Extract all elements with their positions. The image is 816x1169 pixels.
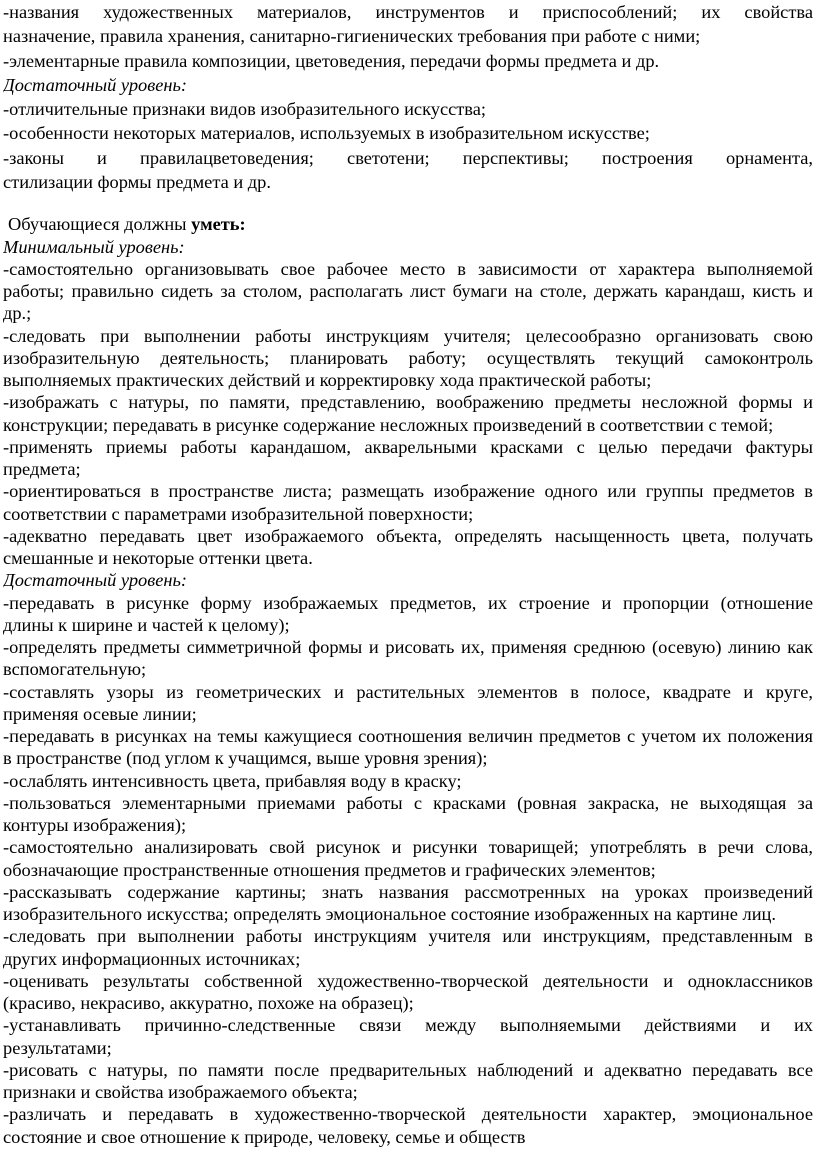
text-line: обозначающие пространственные отношения предметов и графических элементов; <box>3 859 656 880</box>
text-line: контуры изображения); <box>3 815 187 836</box>
text-line: -особенности некоторых материалов, используемых в изобразительном искусстве; <box>3 123 650 144</box>
text-line: смешанные и некоторые оттенки цвета. <box>3 548 313 569</box>
text-line: предмета; <box>3 459 81 480</box>
list-item <box>3 49 813 73</box>
text-line: назначение, правила хранения, санитарно-гигиенических требования при работе с ними; <box>3 26 701 47</box>
list-item <box>3 480 813 525</box>
skills-intro-text: Обучающиеся должны <box>8 214 192 235</box>
text-line: работы; правильно сидеть за столом, располагать лист бумаги на столе, держать карандаш, кисть и <box>3 281 813 302</box>
list-item <box>3 836 813 881</box>
text-line: соответствии с параметрами изобразительной поверхности; <box>3 503 474 524</box>
list-item <box>3 592 813 637</box>
text-line: -оценивать результаты собственной художественно-творческой деятельности и одноклассников <box>3 970 813 991</box>
text-line: изобразительную деятельность; планировать работу; осуществлять текущий самоконтроль <box>3 347 813 368</box>
list-item <box>3 881 813 926</box>
text-line: -рассказывать содержание картины; знать названия рассмотренных на уроках произведений <box>3 881 813 902</box>
text-line: -названия художественных материалов, инструментов и приспособлений; их свойства <box>3 2 813 22</box>
text-line: Достаточный уровень: <box>3 74 187 95</box>
text-line: -пользоваться элементарными приемами работы с красками (ровная закраска, не выходящая за <box>3 792 813 813</box>
text-line: (красиво, некрасиво, аккуратно, похоже на образец); <box>3 993 414 1014</box>
list-item <box>3 970 813 1015</box>
list-item <box>3 436 813 481</box>
text-line: -ослаблять интенсивность цвета, прибавляя воду в краску; <box>3 770 462 791</box>
list-item <box>3 925 813 970</box>
list-item <box>3 121 813 145</box>
skills-section <box>3 213 813 1148</box>
knowledge-section <box>3 0 813 194</box>
list-item <box>3 1103 813 1148</box>
list-item <box>3 0 813 49</box>
text-line: признаки и свойства изображаемого объекта; <box>3 1082 358 1103</box>
text-line: -самостоятельно анализировать свой рисунок и рисунки товарищей; употреблять в речи слова, <box>3 837 813 858</box>
text-line: других информационных источниках; <box>3 948 301 969</box>
text-line: в пространстве (под углом к учащимся, выше уровня зрения); <box>3 748 488 769</box>
text-line: -адекватно передавать цвет изображаемого объекта, определять насыщенность цвета, получать <box>3 525 813 546</box>
level-heading <box>3 569 813 591</box>
list-item <box>3 146 813 195</box>
text-line: конструкции; передавать в рисунке содержание несложных произведений в соответствии с темой; <box>3 414 774 435</box>
list-item <box>3 792 813 837</box>
text-line: -следовать при выполнении работы инструкциям учителя или инструкциям, представленным в <box>3 926 813 947</box>
list-item <box>3 97 813 121</box>
list-item <box>3 636 813 681</box>
text-line: изобразительного искусства; определять эмоциональное состояние изображенных на картине лиц. <box>3 904 776 925</box>
list-item <box>3 681 813 726</box>
text-line: -самостоятельно организовывать свое рабочее место в зависимости от характера выполняемой <box>3 258 813 279</box>
list-item <box>3 1059 813 1104</box>
text-line: стилизации формы предмета и др. <box>3 172 271 193</box>
text-line: -применять приемы работы карандашом, акварельными красками с целью передачи фактуры <box>3 436 813 457</box>
text-line: длины к ширине и частей к целому); <box>3 614 290 635</box>
text-line: -составлять узоры из геометрических и растительных элементов в полосе, квадрате и круге, <box>3 681 813 702</box>
list-item <box>3 325 813 392</box>
text-line: -изображать с натуры, по памяти, представлению, воображению предметы несложной формы и <box>3 392 813 413</box>
list-item <box>3 725 813 770</box>
text-line: Минимальный уровень: <box>3 236 185 257</box>
text-line: -ориентироваться в пространстве листа; размещать изображение одного или группы предметов в <box>3 481 813 502</box>
list-item <box>3 525 813 570</box>
text-line: -передавать в рисунке форму изображаемых предметов, их строение и пропорции (отношение <box>3 592 813 613</box>
text-line: -устанавливать причинно-следственные связи между выполняемыми действиями и их <box>3 1015 813 1036</box>
list-item <box>3 770 813 792</box>
list-item <box>3 258 813 325</box>
text-line: -передавать в рисунках на темы кажущиеся соотношения величин предметов с учетом их положения <box>3 726 813 747</box>
text-line: -определять предметы симметричной формы и рисовать их, применяя среднюю (осевую) линию как <box>3 637 813 658</box>
level-heading <box>3 236 813 258</box>
skills-intro <box>3 213 813 235</box>
text-line: -отличительные признаки видов изобразительного искусства; <box>3 99 487 120</box>
text-line: -различать и передавать в художественно-творческой деятельности характер, эмоциональное <box>3 1104 813 1125</box>
text-line: вспомогательную; <box>3 659 147 680</box>
text-line: -следовать при выполнении работы инструкциям учителя; целесообразно организовать свою <box>3 325 813 346</box>
list-item <box>3 1014 813 1059</box>
text-line: -законы и правилацветоведения; светотени; перспективы; построения орнамента, <box>3 147 813 168</box>
text-line: результатами; <box>3 1037 112 1058</box>
text-line: -элементарные правила композиции, цветоведения, передачи формы предмета и др. <box>3 50 660 71</box>
text-line: др.; <box>3 303 32 324</box>
text-line: применяя осевые линии; <box>3 703 197 724</box>
text-line: Достаточный уровень: <box>3 570 187 591</box>
list-item <box>3 391 813 436</box>
text-line: выполняемых практических действий и корректировку хода практической работы; <box>3 370 652 391</box>
level-heading <box>3 73 813 97</box>
text-line: состояние и свое отношение к природе, человеку, семье и обществ <box>3 1126 526 1147</box>
skills-intro-bold: уметь: <box>191 214 246 235</box>
document-page <box>3 0 813 1148</box>
text-line: -рисовать с натуры, по памяти после предварительных наблюдений и адекватно передавать все <box>3 1059 813 1080</box>
